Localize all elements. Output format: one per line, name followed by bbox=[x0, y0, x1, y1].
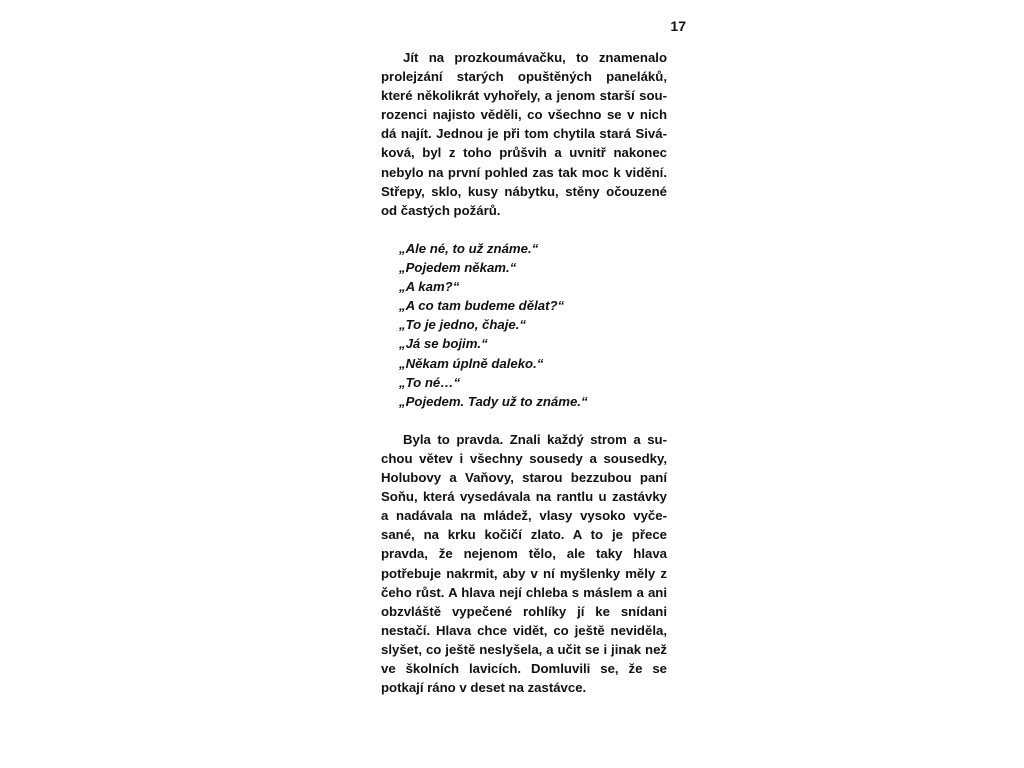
paragraph-gap bbox=[381, 411, 667, 430]
dialogue-line: „Já se bojim.“ bbox=[399, 336, 488, 352]
dialogue-line: „Pojedem někam.“ bbox=[399, 260, 517, 276]
dialogue-line: „To je jedno, čhaje.“ bbox=[399, 317, 527, 333]
page-number: 17 bbox=[670, 18, 686, 34]
dialogue-line: „A kam?“ bbox=[399, 279, 460, 295]
dialogue-line: „Pojedem. Tady už to známe.“ bbox=[399, 393, 588, 409]
paragraph-exploration: Jít na prozkoumávačku, to znamenalo prolejzání starých opuštěných paneláků, které několikrát vyhořely, a jenom starší sourozenci najisto věděli, co všechno se v nich dá najít. Jednou je při tom chytila stará Siváková, byl z toho průšvih a uvnitř nakonec nebylo na první pohled zas tak moc k vidění. Střepy, sklo, kusy nábytku, stěny očouzené od častých požárů. bbox=[381, 50, 667, 218]
paragraph-truth: Byla to pravda. Znali každý strom a suchou větev i všechny sousedy a sousedky, Holubovy a Vaňovy, starou bezzubou paní Soňu, která vysedávala na rantlu u zastávky a nadávala na mládež, vlasy vysoko vyčesané, na krku kočičí zlato. A to je přece pravda, že nejenom tělo, ale taky hlava potřebuje nakrmit, aby v ní myšlenky měly z čeho růst. A hlava nejí chleba s máslem a ani obzvláště vypečené rohlíky jí ke snídani nestačí. Hlava chce vidět, co ještě neviděla, slyšet, co ještě neslyšela, a učit se i jinak než ve školních lavicích. Domluvili se, že se potkají ráno v deset na zastávce. bbox=[381, 431, 667, 696]
paragraph-gap bbox=[381, 220, 667, 239]
text-column bbox=[381, 48, 667, 697]
dialogue-line: „To né…“ bbox=[399, 374, 461, 390]
dialogue-line: „Někam úplně daleko.“ bbox=[399, 355, 544, 371]
dialogue-block bbox=[381, 239, 667, 411]
dialogue-line: „A co tam budeme dělat?“ bbox=[399, 298, 565, 314]
dialogue-line: „Ale né, to už známe.“ bbox=[399, 240, 539, 256]
